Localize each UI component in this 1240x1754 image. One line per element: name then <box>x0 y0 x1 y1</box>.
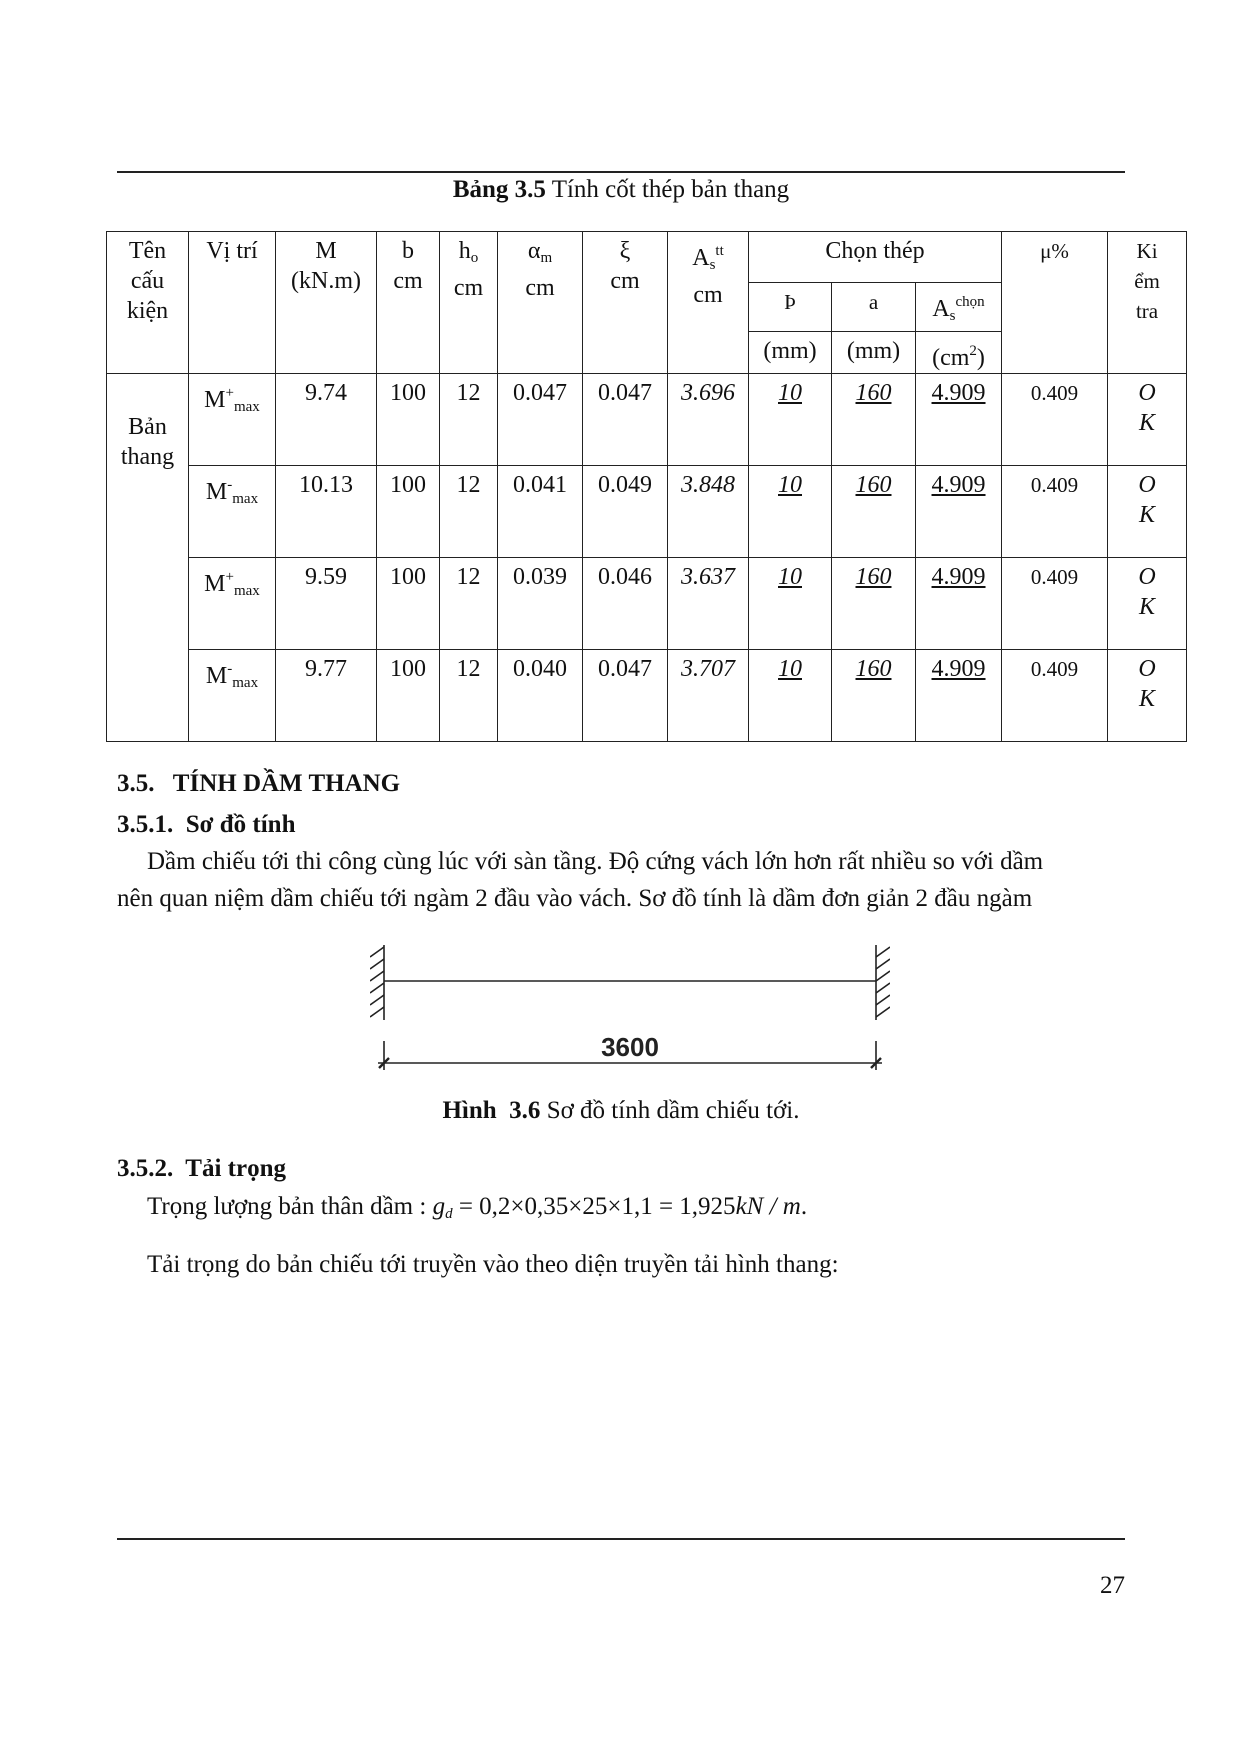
cell-alpha: 0.039 <box>498 558 583 650</box>
cell-ho: 12 <box>440 650 498 742</box>
beam-diagram <box>370 945 890 1080</box>
header-ho: $h_o$ cm <box>440 232 498 374</box>
paragraph-line-2: nên quan niệm dầm chiếu tới ngàm 2 đầu vào vách. Sơ đồ tính là dầm đơn giản 2 đầu ngàm <box>117 885 1033 912</box>
header-b: b cm <box>377 232 440 374</box>
cell-as-chon: 4.909 <box>916 650 1002 742</box>
cell-alpha: 0.041 <box>498 466 583 558</box>
bottom-rule <box>117 1538 1125 1540</box>
header-phi: Þ <box>749 283 832 332</box>
cell-a: 160 <box>832 466 916 558</box>
cell-kiem-tra: O K <box>1108 466 1187 558</box>
cell-a: 160 <box>832 558 916 650</box>
cell-m: 9.77 <box>276 650 377 742</box>
top-rule <box>117 171 1125 173</box>
cell-a: 160 <box>832 374 916 466</box>
cell-as-chon: 4.909 <box>916 466 1002 558</box>
paragraph-self-weight: Trọng lượng bản thân dầm : $g_d = 0,2\times 0,35\times 25\times 1,1 = 1,925kN / m$. <box>147 1193 808 1222</box>
cell-as: 3.848 <box>668 466 749 558</box>
cell-xi: 0.047 <box>583 374 668 466</box>
table-caption-text: Tính cốt thép bản thang <box>545 176 790 203</box>
header-alpha-m: $\alpha_m$ cm <box>498 232 583 374</box>
cell-alpha: 0.047 <box>498 374 583 466</box>
table-row <box>107 374 1187 466</box>
header-kiem-tra: Ki ểm tra <box>1108 232 1187 374</box>
header-ten-cau-kien: Tên cấu kiện <box>107 232 189 374</box>
cell-b: 100 <box>377 650 440 742</box>
cell-position: $M^-_{max}$ <box>189 466 276 558</box>
cell-kiem-tra: O K <box>1108 374 1187 466</box>
paragraph-line-1: Dầm chiếu tới thi công cùng lúc với sàn tầng. Độ cứng vách lớn hơn rất nhiều so với dầm <box>147 848 1044 875</box>
header-xi: ξ cm <box>583 232 668 374</box>
cell-as-chon: 4.909 <box>916 558 1002 650</box>
header-a: a <box>832 283 916 332</box>
table-row <box>107 466 1187 558</box>
cell-as: 3.707 <box>668 650 749 742</box>
section-heading-3-5-1: 3.5.1. Sơ đồ tính <box>117 811 296 838</box>
cell-b: 100 <box>377 374 440 466</box>
cell-phi: 10 <box>749 466 832 558</box>
cell-mu: 0.409 <box>1002 558 1108 650</box>
cell-as: 3.696 <box>668 374 749 466</box>
cell-mu: 0.409 <box>1002 466 1108 558</box>
cell-phi: 10 <box>749 374 832 466</box>
right-hatch <box>876 947 890 1017</box>
cell-b: 100 <box>377 558 440 650</box>
paragraph-trapezoid-load: Tải trọng do bản chiếu tới truyền vào theo diện truyền tải hình thang: <box>147 1251 839 1278</box>
cell-position: $M^-_{max}$ <box>189 650 276 742</box>
left-hatch <box>370 947 384 1017</box>
cell-kiem-tra: O K <box>1108 650 1187 742</box>
cell-phi: 10 <box>749 558 832 650</box>
cell-ho: 12 <box>440 466 498 558</box>
cell-mu: 0.409 <box>1002 374 1108 466</box>
cell-m: 9.74 <box>276 374 377 466</box>
cell-m: 10.13 <box>276 466 377 558</box>
steel-table <box>106 231 1187 742</box>
table-row <box>107 650 1187 742</box>
section-heading-3-5: 3.5. TÍNH DẦM THANG <box>117 770 401 797</box>
table-caption <box>117 176 1125 204</box>
header-mu-percent: μ% <box>1002 232 1108 374</box>
cell-ho: 12 <box>440 558 498 650</box>
cell-xi: 0.046 <box>583 558 668 650</box>
header-unit-cm2: $(cm^2)$ <box>916 332 1002 374</box>
table-caption-label: Bảng 3.5 <box>452 176 546 203</box>
cell-mu: 0.409 <box>1002 650 1108 742</box>
cell-as-chon: 4.909 <box>916 374 1002 466</box>
cell-xi: 0.047 <box>583 650 668 742</box>
cell-position: $M^+_{max}$ <box>189 374 276 466</box>
header-m: M (kN.m) <box>276 232 377 374</box>
cell-kiem-tra: O K <box>1108 558 1187 650</box>
header-as-chon: $A_s^{chọn}$ <box>916 283 1002 332</box>
cell-ho: 12 <box>440 374 498 466</box>
cell-b: 100 <box>377 466 440 558</box>
cell-xi: 0.049 <box>583 466 668 558</box>
figure-caption <box>117 1097 1125 1125</box>
table-row <box>107 558 1187 650</box>
header-chon-thep: Chọn thép <box>749 232 1002 283</box>
page-number: 27 <box>1100 1572 1125 1599</box>
section-heading-3-5-2: 3.5.2. Tải trọng <box>117 1155 286 1182</box>
cell-as: 3.637 <box>668 558 749 650</box>
group-label-ban-thang: Bản thang <box>107 374 189 742</box>
figure-caption-text: Sơ đồ tính dầm chiếu tới. <box>540 1097 800 1124</box>
cell-phi: 10 <box>749 650 832 742</box>
header-vi-tri: Vị trí <box>189 232 276 374</box>
figure-caption-label: Hình 3.6 <box>442 1097 541 1124</box>
cell-alpha: 0.040 <box>498 650 583 742</box>
header-unit-mm: (mm) <box>749 332 832 374</box>
header-unit-mm: (mm) <box>832 332 916 374</box>
cell-m: 9.59 <box>276 558 377 650</box>
header-as-tt: $A_s^{tt}$ cm <box>668 232 749 374</box>
cell-position: $M^+_{max}$ <box>189 558 276 650</box>
dimension-label: 3600 <box>601 1032 659 1062</box>
cell-a: 160 <box>832 650 916 742</box>
